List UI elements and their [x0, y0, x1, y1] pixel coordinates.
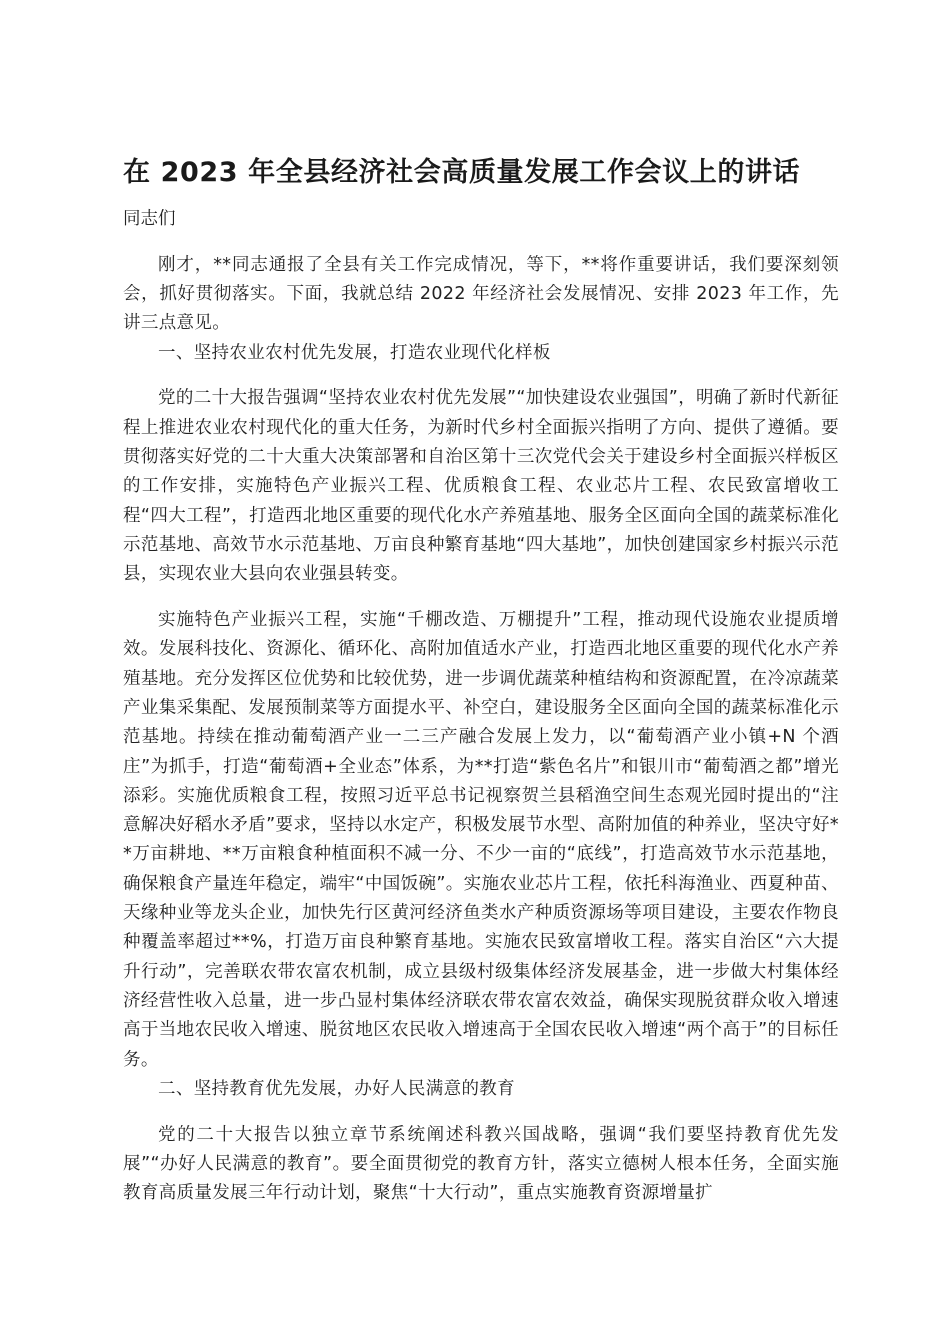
section-heading-1: 一、坚持农业农村优先发展，打造农业现代化样板 [158, 342, 551, 363]
paragraph-section-1-detail: 实施特色产业振兴工程，实施“千棚改造、万棚提升”工程，推动现代设施农业提质增效。发展科技化、资源化、循环化、高附加值适水产业，打造西北地区重要的现代化水产养殖基地。充分发挥区位优势和比较优势，进一步调优蔬菜种植结构和资源配置，在冷凉蔬菜产业集采集配、发展预制菜等方面提水平、补空白，建设服务全区面向全国的蔬菜标准化示范基地。持续在推动葡萄酒产业一二三产融合发展上发力，以“葡萄酒产业小镇+N 个酒庄”为抓手，打造“葡萄酒+全业态”体系，为**打造“紫色名片”和银川市“葡萄酒之都”增光添彩。实施优质粮食工程，按照习近平总书记视察贺兰县稻渔空间生态观光园时提出的“注意解决好稻水矛盾”要求，坚持以水定产，积极发展节水型、高附加值的种养业，坚决守好**万亩耕地、**万亩粮食种植面积不减一分、不少一亩的“底线”，打造高效节水示范基地，确保粮食产量连年稳定，端牢“中国饭碗”。实施农业芯片工程，依托科海渔业、西夏种苗、天缘种业等龙头企业，加快先行区黄河经济鱼类水产种质资源场等项目建设，主要农作物良种覆盖率超过**%，打造万亩良种繁育基地。实施农民致富增收工程。落实自治区“六大提升行动”，完善联农带农富农机制，成立县级村级集体经济发展基金，进一步做大村集体经济经营性收入总量，进一步凸显村集体经济联农带农富农效益，确保实现脱贫群众收入增速高于当地农民收入增速、脱贫地区农民收入增速高于全国农民收入增速“两个高于”的目标任务。 [123, 610, 839, 1070]
salutation: 同志们 [123, 209, 176, 229]
document-title: 在 2023 年全县经济社会高质量发展工作会议上的讲话 [123, 157, 801, 188]
paragraph-section-1: 党的二十大报告强调“坚持农业农村优先发展”“加快建设农业强国”，明确了新时代新征程上推进农业农村现代化的重大任务，为新时代乡村全面振兴指明了方向、提供了遵循。要贯彻落实好党的二十大重大决策部署和自治区第十三次党代会关于建设乡村全面振兴样板区的工作安排，实施特色产业振兴工程、优质粮食工程、农业芯片工程、农民致富增收工程“四大工程”，打造西北地区重要的现代化水产养殖基地、服务全区面向全国的蔬菜标准化示范基地、高效节水示范基地、万亩良种繁育基地“四大基地”，加快创建国家乡村振兴示范县，实现农业大县向农业强县转变。 [123, 388, 839, 585]
paragraph-section-2: 党的二十大报告以独立章节系统阐述科教兴国战略，强调“我们要坚持教育优先发展”“办好人民满意的教育”。要全面贯彻党的教育方针，落实立德树人根本任务，全面实施教育高质量发展三年行动计划，聚焦“十大行动”，重点实施教育资源增量扩 [123, 1124, 839, 1204]
section-heading-2: 二、坚持教育优先发展，办好人民满意的教育 [158, 1078, 515, 1099]
document-body [123, 205, 839, 1209]
paragraph-intro: 刚才，**同志通报了全县有关工作完成情况，等下，**将作重要讲话，我们要深刻领会，抓好贯彻落实。下面，我就总结 2022 年经济社会发展情况、安排 2023 年工作，先讲三点意见。 [123, 254, 839, 334]
